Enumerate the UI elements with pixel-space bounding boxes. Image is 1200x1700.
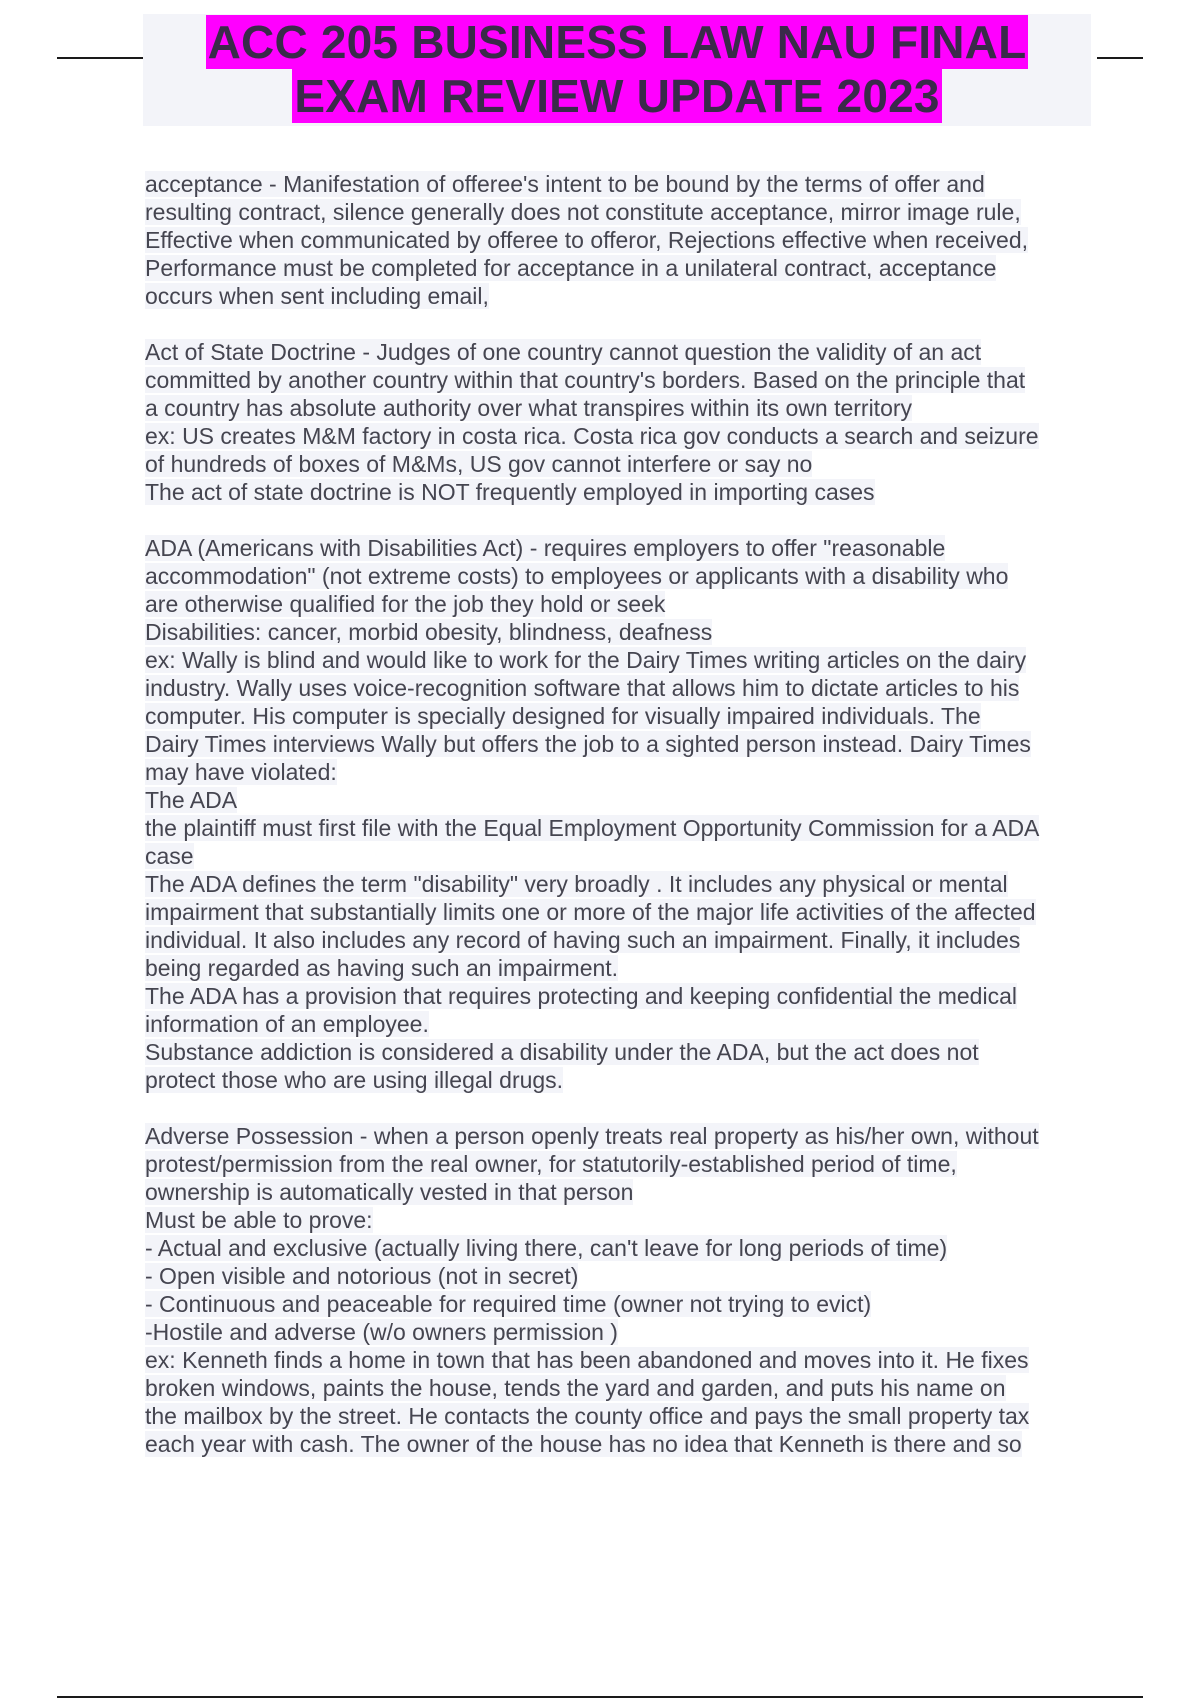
entry-line-text: -Hostile and adverse (w/o owners permission ) (145, 1319, 618, 1345)
entry-line (145, 1402, 1095, 1430)
glossary-entry (145, 534, 1095, 1094)
entry-line-text: a country has absolute authority over what transpires within its own territory (145, 395, 913, 421)
entry-line (145, 1262, 1095, 1290)
entry-line-text: - Actual and exclusive (actually living there, can't leave for long periods of time) (145, 1235, 948, 1261)
entry-line-text: information of an employee. (145, 1011, 429, 1037)
glossary-entry (145, 170, 1095, 310)
entry-line-text: Disabilities: cancer, morbid obesity, blindness, deafness (145, 619, 713, 645)
entry-line (145, 674, 1095, 702)
entry-line-text: - Continuous and peaceable for required time (owner not trying to evict) (145, 1291, 872, 1317)
entry-line (145, 1150, 1095, 1178)
entry-line (145, 590, 1095, 618)
entry-line-text: protest/permission from the real owner, for statutorily-established period of time, (145, 1151, 957, 1177)
entry-line-text: ex: US creates M&M factory in costa rica. Costa rica gov conducts a search and seizure (145, 423, 1039, 449)
entry-line-text: accommodation" (not extreme costs) to employees or applicants with a disability who (145, 563, 1009, 589)
entry-line-text: are otherwise qualified for the job they hold or seek (145, 591, 666, 617)
entry-line-text: resulting contract, silence generally does not constitute acceptance, mirror image rule, (145, 199, 1021, 225)
entry-line-text: Substance addiction is considered a disability under the ADA, but the act does not (145, 1039, 979, 1065)
entry-line (145, 450, 1095, 478)
entry-line-text: the mailbox by the street. He contacts the county office and pays the small property tax (145, 1403, 1030, 1429)
entry-line (145, 870, 1095, 898)
entry-line (145, 618, 1095, 646)
entry-line (145, 170, 1095, 198)
entry-line (145, 702, 1095, 730)
entry-line-text: - Open visible and notorious (not in secret) (145, 1263, 579, 1289)
entry-line-text: The ADA defines the term "disability" very broadly . It includes any physical or mental (145, 871, 1008, 897)
entry-line-text: case (145, 843, 194, 869)
entry-line (145, 1290, 1095, 1318)
entry-line-text: computer. His computer is specially designed for visually impaired individuals. The (145, 703, 981, 729)
entry-line-text: individual. It also includes any record of having such an impairment. Finally, it includes (145, 927, 1021, 953)
entry-line (145, 282, 1095, 310)
entry-line-text: broken windows, paints the house, tends the yard and garden, and puts his name on (145, 1375, 1006, 1401)
entry-line (145, 814, 1095, 842)
entry-line-text: each year with cash. The owner of the house has no idea that Kenneth is there and so (145, 1431, 1022, 1457)
entry-line (145, 1122, 1095, 1150)
entry-line-text: Effective when communicated by offeree to offeror, Rejections effective when received, (145, 227, 1029, 253)
header-rule-left (57, 57, 143, 59)
entry-line (145, 1346, 1095, 1374)
entry-line-text: ownership is automatically vested in that person (145, 1179, 634, 1205)
entry-line (145, 786, 1095, 814)
entry-line (145, 478, 1095, 506)
entry-line (145, 422, 1095, 450)
entry-line (145, 254, 1095, 282)
entry-line-text: The act of state doctrine is NOT frequently employed in importing cases (145, 479, 875, 505)
entry-line (145, 562, 1095, 590)
entry-line (145, 842, 1095, 870)
entry-line-text: Act of State Doctrine - Judges of one country cannot question the validity of an act (145, 339, 982, 365)
entry-line-text: ex: Kenneth finds a home in town that has been abandoned and moves into it. He fixes (145, 1347, 1029, 1373)
document-body (145, 170, 1095, 1486)
entry-line-text: may have violated: (145, 759, 337, 785)
entry-line-text: The ADA (145, 787, 238, 813)
entry-line (145, 926, 1095, 954)
entry-line (145, 1430, 1095, 1458)
entry-line-text: of hundreds of boxes of M&Ms, US gov cannot interfere or say no (145, 451, 813, 477)
entry-line (145, 1374, 1095, 1402)
entry-line-text: Must be able to prove: (145, 1207, 373, 1233)
entry-line (145, 898, 1095, 926)
entry-line (145, 1318, 1095, 1346)
entry-line-text: ADA (Americans with Disabilities Act) - requires employers to offer "reasonable (145, 535, 946, 561)
entry-line (145, 954, 1095, 982)
entry-line (145, 534, 1095, 562)
entry-line-text: occurs when sent including email, (145, 283, 489, 309)
entry-line-text: impairment that substantially limits one or more of the major life activities of the affected (145, 899, 1036, 925)
entry-line (145, 1234, 1095, 1262)
entry-line (145, 730, 1095, 758)
entry-line (145, 198, 1095, 226)
entry-line-text: industry. Wally uses voice-recognition software that allows him to dictate articles to his (145, 675, 1020, 701)
header-rule-right (1097, 57, 1143, 59)
entry-line (145, 758, 1095, 786)
entry-line (145, 1206, 1095, 1234)
entry-line (145, 1178, 1095, 1206)
entry-line-text: Dairy Times interviews Wally but offers the job to a sighted person instead. Dairy Times (145, 731, 1031, 757)
entry-line (145, 646, 1095, 674)
entry-line (145, 366, 1095, 394)
entry-line-text: ex: Wally is blind and would like to work for the Dairy Times writing articles on the dairy (145, 647, 1027, 673)
entry-line-text: The ADA has a provision that requires protecting and keeping confidential the medical (145, 983, 1017, 1009)
entry-line-text: protect those who are using illegal drugs. (145, 1067, 564, 1093)
entry-line (145, 338, 1095, 366)
entry-line-text: the plaintiff must first file with the Equal Employment Opportunity Commission for a ADA (145, 815, 1040, 841)
entry-line (145, 1010, 1095, 1038)
entry-line (145, 226, 1095, 254)
title-line-1: ACC 205 BUSINESS LAW NAU FINAL (207, 16, 1027, 68)
glossary-entry (145, 1122, 1095, 1458)
entry-line-text: acceptance - Manifestation of offeree's intent to be bound by the terms of offer and (145, 171, 985, 197)
entry-line (145, 1038, 1095, 1066)
entry-line-text: Performance must be completed for acceptance in a unilateral contract, acceptance (145, 255, 997, 281)
entry-line-text: committed by another country within that country's borders. Based on the principle that (145, 367, 1026, 393)
title-line-2: EXAM REVIEW UPDATE 2023 (294, 70, 940, 122)
entry-line (145, 982, 1095, 1010)
entry-line (145, 1066, 1095, 1094)
document-title (143, 14, 1091, 126)
entry-line-text: being regarded as having such an impairment. (145, 955, 619, 981)
footer-rule (57, 1696, 1143, 1698)
entry-line (145, 394, 1095, 422)
entry-line-text: Adverse Possession - when a person openly treats real property as his/her own, without (145, 1123, 1039, 1149)
glossary-entry (145, 338, 1095, 506)
